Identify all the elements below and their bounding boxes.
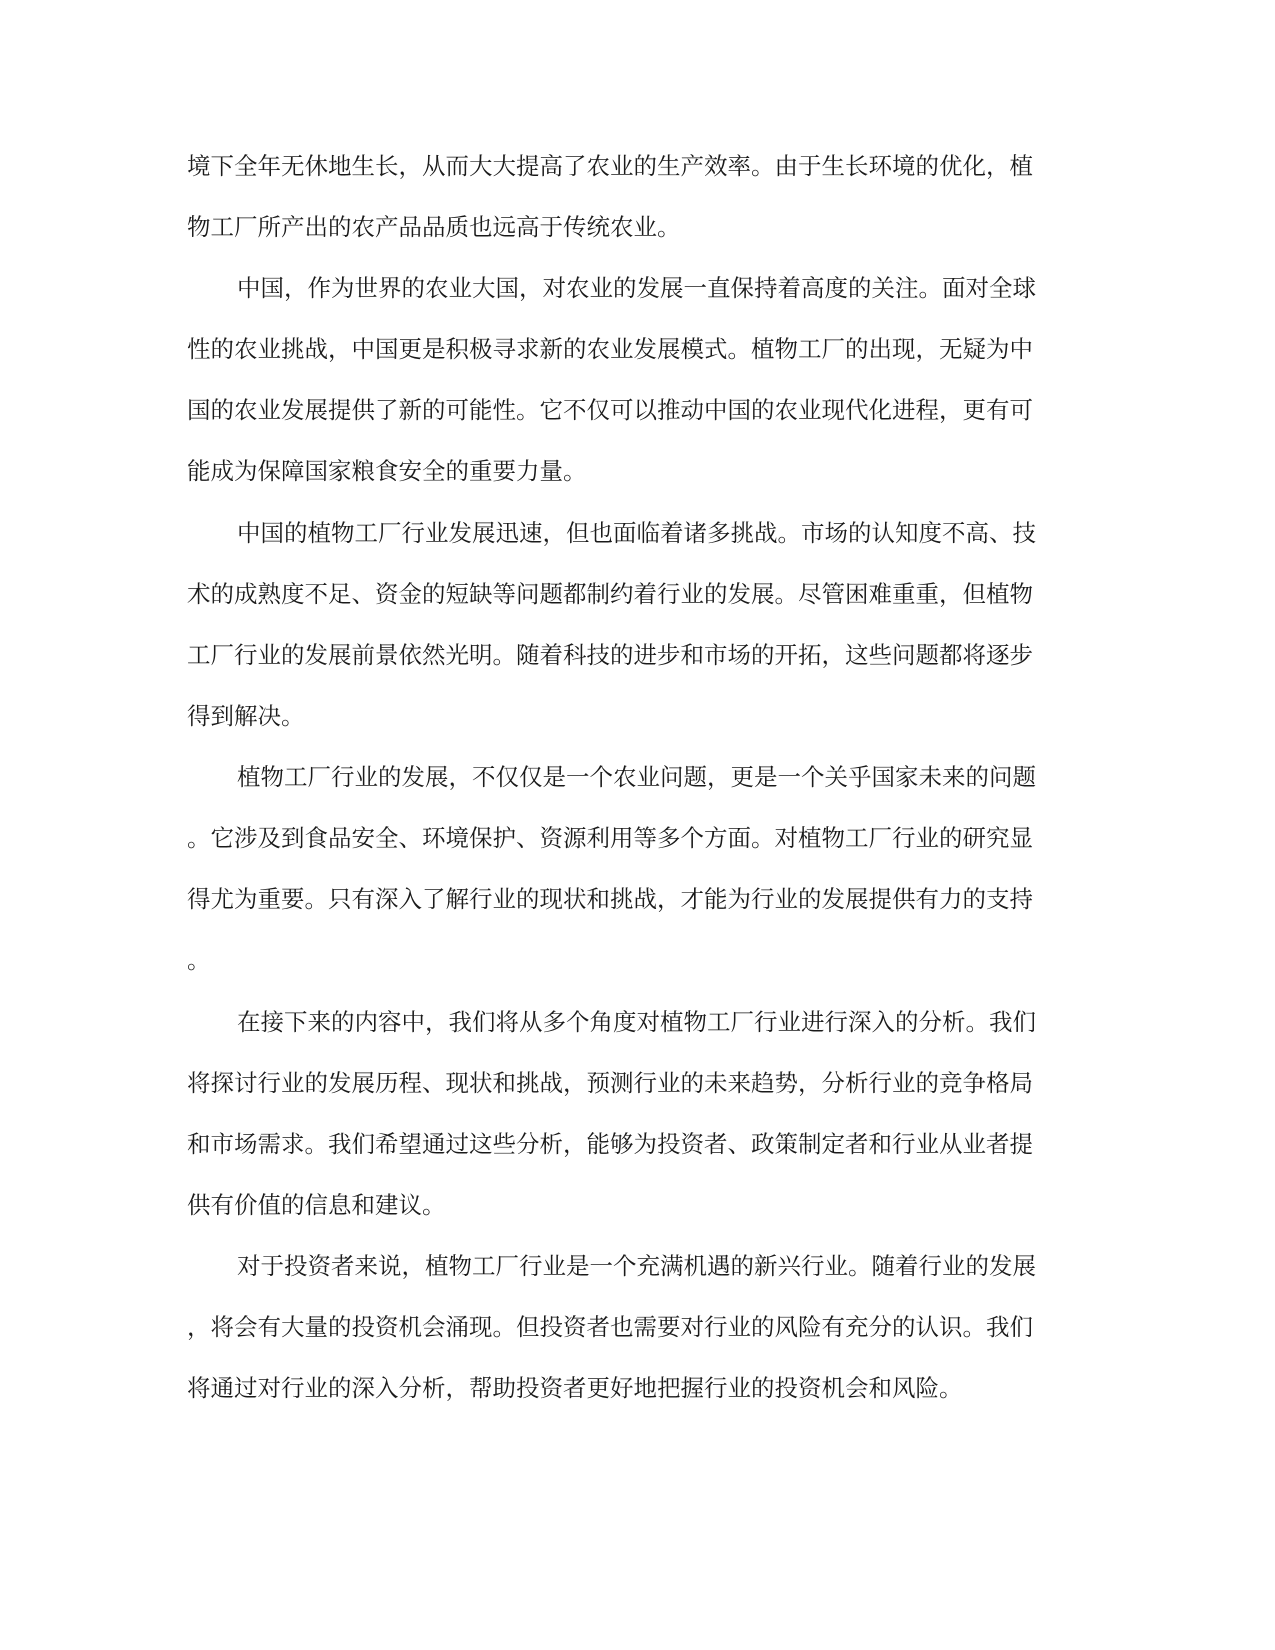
text-line: 性的农业挑战，中国更是积极寻求新的农业发展模式。植物工厂的出现，无疑为中	[187, 335, 1033, 363]
paragraph-first-line: 在接下来的内容中，我们将从多个角度对植物工厂行业进行深入的分析。我们	[237, 1008, 1036, 1036]
text-line: 供有价值的信息和建议。	[187, 1191, 446, 1219]
text-line: 得尤为重要。只有深入了解行业的现状和挑战，才能为行业的发展提供有力的支持	[187, 885, 1033, 913]
paragraph-first-line: 中国，作为世界的农业大国，对农业的发展一直保持着高度的关注。面对全球	[237, 274, 1036, 302]
text-line: 国的农业发展提供了新的可能性。它不仅可以推动中国的农业现代化进程，更有可	[187, 396, 1033, 424]
text-line: 能成为保障国家粮食安全的重要力量。	[187, 457, 587, 485]
text-line: 工厂行业的发展前景依然光明。随着科技的进步和市场的开拓，这些问题都将逐步	[187, 641, 1033, 669]
text-line: 术的成熟度不足、资金的短缺等问题都制约着行业的发展。尽管困难重重，但植物	[187, 580, 1033, 608]
text-line: 将探讨行业的发展历程、现状和挑战，预测行业的未来趋势，分析行业的竞争格局	[187, 1069, 1033, 1097]
text-line: 。	[187, 946, 211, 974]
text-line: 和市场需求。我们希望通过这些分析，能够为投资者、政策制定者和行业从业者提	[187, 1130, 1033, 1158]
text-line: 物工厂所产出的农产品品质也远高于传统农业。	[187, 213, 681, 241]
paragraph-first-line: 对于投资者来说，植物工厂行业是一个充满机遇的新兴行业。随着行业的发展	[237, 1252, 1036, 1280]
paragraph-first-line: 植物工厂行业的发展，不仅仅是一个农业问题，更是一个关乎国家未来的问题	[237, 763, 1036, 791]
text-line: 得到解决。	[187, 702, 305, 730]
paragraph-first-line: 中国的植物工厂行业发展迅速，但也面临着诸多挑战。市场的认知度不高、技	[237, 519, 1036, 547]
text-line: 将通过对行业的深入分析，帮助投资者更好地把握行业的投资机会和风险。	[187, 1374, 963, 1402]
text-line: 境下全年无休地生长，从而大大提高了农业的生产效率。由于生长环境的优化，植	[187, 152, 1033, 180]
text-line: ，将会有大量的投资机会涌现。但投资者也需要对行业的风险有充分的认识。我们	[187, 1313, 1033, 1341]
text-line: 。它涉及到食品安全、环境保护、资源利用等多个方面。对植物工厂行业的研究显	[187, 824, 1033, 852]
